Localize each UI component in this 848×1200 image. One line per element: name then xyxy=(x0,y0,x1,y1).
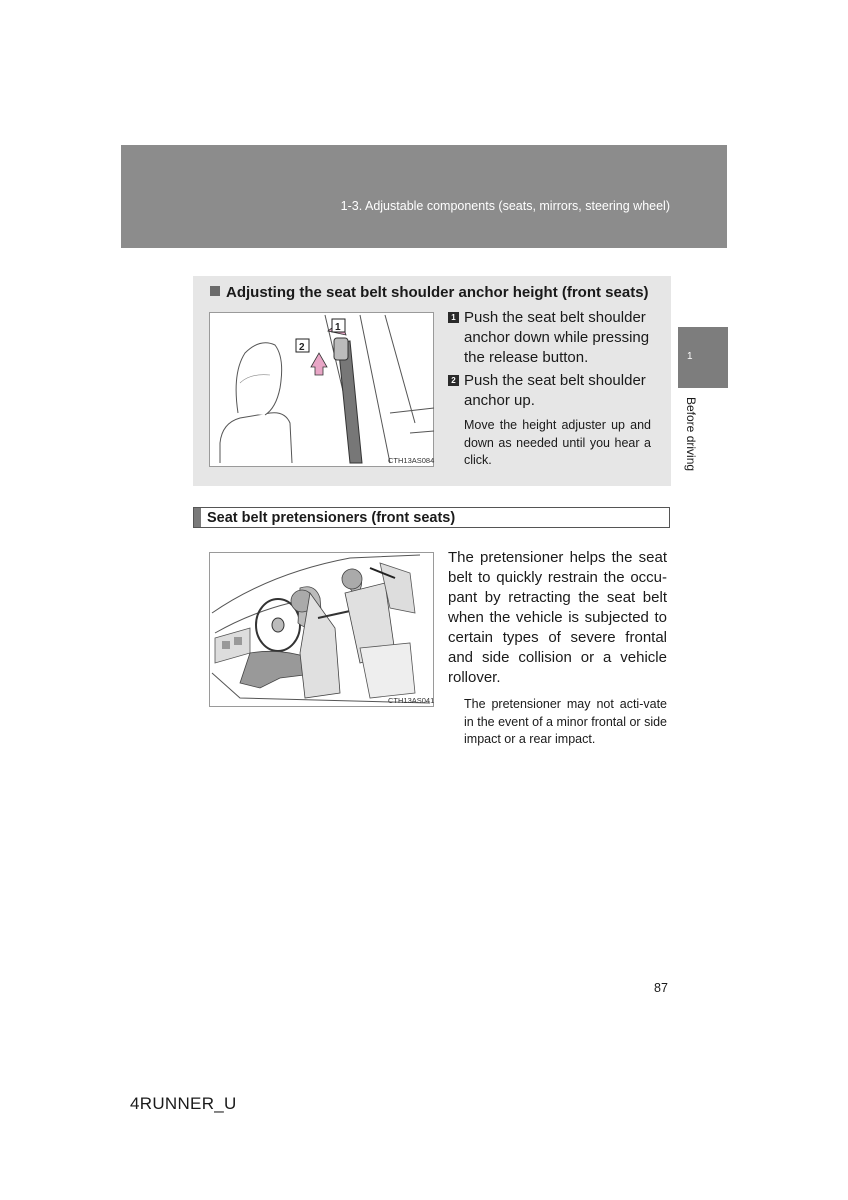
pretensioner-paragraph: The pretensioner helps the seat belt to quickly restrain the occu-pant by retracting the seat belt when the vehicle is subjected to certain types of severe frontal and side collision or a vehicle rollover. xyxy=(448,549,667,686)
anchor-figure-code: CTH13AS084 xyxy=(388,456,435,465)
anchor-figure xyxy=(209,312,434,467)
pretensioner-figure-code: CTH13AS041 xyxy=(388,696,435,705)
step-1-badge: 1 xyxy=(448,312,459,323)
pretensioner-illustration xyxy=(210,553,435,708)
seat-belt-anchor-illustration xyxy=(210,313,435,468)
pretensioner-figure xyxy=(209,552,434,707)
pretensioner-section-bar xyxy=(193,507,670,528)
chapter-tab xyxy=(678,327,728,388)
callout-2: 2 xyxy=(299,342,305,353)
step-2-badge: 2 xyxy=(448,375,459,386)
anchor-note: Move the height adjuster up and down as needed until you hear a click. xyxy=(464,418,651,467)
footer-model: 4RUNNER_U xyxy=(130,1094,237,1113)
step-2-text: Push the seat belt shoulder anchor up. xyxy=(464,372,646,409)
anchor-step-1 xyxy=(448,308,658,368)
chapter-number: 1 xyxy=(687,351,693,362)
pretensioner-note: The pretensioner may not acti-vate in the event of a minor frontal or side impact or a rear impact. xyxy=(464,697,667,746)
breadcrumb: 1-3. Adjustable components (seats, mirrors, steering wheel) xyxy=(340,199,670,213)
anchor-step-2 xyxy=(448,371,658,411)
chapter-label: Before driving xyxy=(684,397,698,472)
step-1-text: Push the seat belt shoulder anchor down while pressing the release button. xyxy=(464,309,650,366)
pretensioner-title: Seat belt pretensioners (front seats) xyxy=(207,510,456,526)
callout-1: 1 xyxy=(335,322,341,333)
square-bullet-icon xyxy=(210,286,220,296)
anchor-height-heading-text: Adjusting the seat belt shoulder anchor height (front seats) xyxy=(226,284,649,301)
section-accent xyxy=(194,508,201,527)
anchor-height-heading xyxy=(210,284,649,301)
page-number: 87 xyxy=(654,981,668,995)
chapter-header-band xyxy=(121,145,727,248)
